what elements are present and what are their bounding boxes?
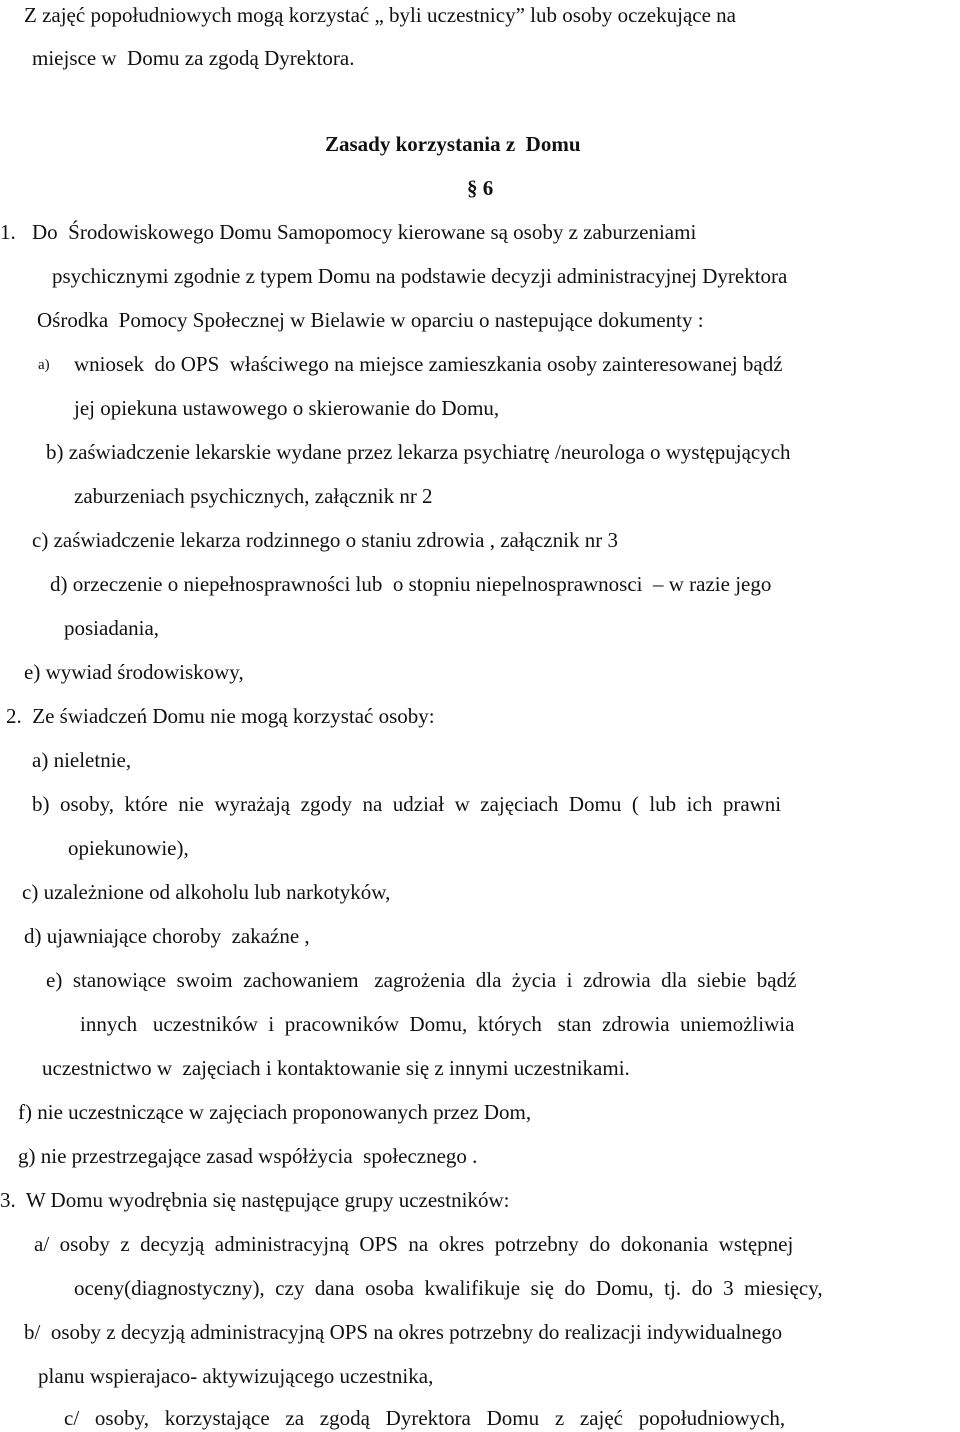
item-1-number: 1. (0, 220, 16, 244)
text-line-4: psychicznymi zgodnie z typem Domu na podstawie decyzji administracyjnej Dyrektora (52, 264, 788, 288)
item-1-text: Do Środowiskowego Domu Samopomocy kierowane są osoby z zaburzeniami (32, 220, 697, 244)
text-line-29: planu wspierajaco- aktywizującego uczestnika, (38, 1364, 434, 1388)
list-marker-a: a) (38, 357, 50, 373)
text-line-10: c) zaświadczenie lekarza rodzinnego o staniu zdrowia , załącznik nr 3 (32, 528, 618, 552)
text-line-6: wniosek do OPS właściwego na miejsce zamieszkania osoby zainteresowanej bądź (74, 352, 783, 376)
text-line-1: Z zajęć popołudniowych mogą korzystać „ byli uczestnicy” lub osoby oczekujące na (24, 3, 736, 27)
text-line-16-content: b) osoby, które nie wyrażają zgody na udział w zajęciach Domu ( lub ich prawni (32, 792, 782, 816)
item-3-text: 3. W Domu wyodrębnia się następujące grupy uczestników: (0, 1188, 510, 1212)
text-line-8: b) zaświadczenie lekarskie wydane przez lekarza psychiatrę /neurologa o występujących (46, 440, 791, 464)
text-line-21: innych uczestników i pracowników Domu, których stan zdrowia uniemożliwia (80, 1012, 795, 1036)
text-line-20: e) stanowiące swoim zachowaniem zagrożenia dla życia i zdrowia dla siebie bądź (46, 968, 797, 992)
text-line-15: a) nieletnie, (32, 748, 132, 772)
text-line-7: jej opiekuna ustawowego o skierowanie do Domu, (74, 396, 500, 420)
text-line-12: posiadania, (64, 616, 160, 640)
text-line-26: a/ osoby z decyzją administracyjną OPS na okres potrzebny do dokonania wstępnej (34, 1232, 794, 1256)
text-line-23: f) nie uczestniczące w zajęciach proponowanych przez Dom, (18, 1100, 532, 1124)
section-heading: Zasady korzystania z Domu (325, 132, 581, 156)
paragraph-number: § 6 (467, 176, 494, 200)
text-line-19: d) ujawniające choroby zakaźne , (24, 924, 310, 948)
text-line-28: b/ osoby z decyzją administracyjną OPS na okres potrzebny do realizacji indywidualnego (24, 1320, 783, 1344)
text-line-24: g) nie przestrzegające zasad współżycia społecznego . (18, 1144, 478, 1168)
text-line-16 (32, 791, 947, 817)
text-line-22: uczestnictwo w zajęciach i kontaktowanie się z innymi uczestnikami. (42, 1056, 630, 1080)
text-line-18: c) uzależnione od alkoholu lub narkotyków, (22, 880, 391, 904)
text-line-13: e) wywiad środowiskowy, (24, 660, 244, 684)
text-line-27: oceny(diagnostyczny), czy dana osoba kwalifikuje się do Domu, tj. do 3 miesięcy, (74, 1276, 823, 1300)
text-line-30: c/ osoby, korzystające za zgodą Dyrektora Domu z zajęć popołudniowych, (64, 1406, 786, 1430)
text-line-5: Ośrodka Pomocy Społecznej w Bielawie w oparciu o nastepujące dokumenty : (37, 308, 704, 332)
text-line-9: zaburzeniach psychicznych, załącznik nr 2 (74, 484, 433, 508)
text-line-2: miejsce w Domu za zgodą Dyrektora. (32, 46, 355, 70)
text-line-11: d) orzeczenie o niepełnosprawności lub o stopniu niepelnosprawnosci – w razie jego (50, 572, 772, 596)
item-2-text: 2. Ze świadczeń Domu nie mogą korzystać osoby: (6, 704, 435, 728)
text-line-17: opiekunowie), (68, 836, 189, 860)
